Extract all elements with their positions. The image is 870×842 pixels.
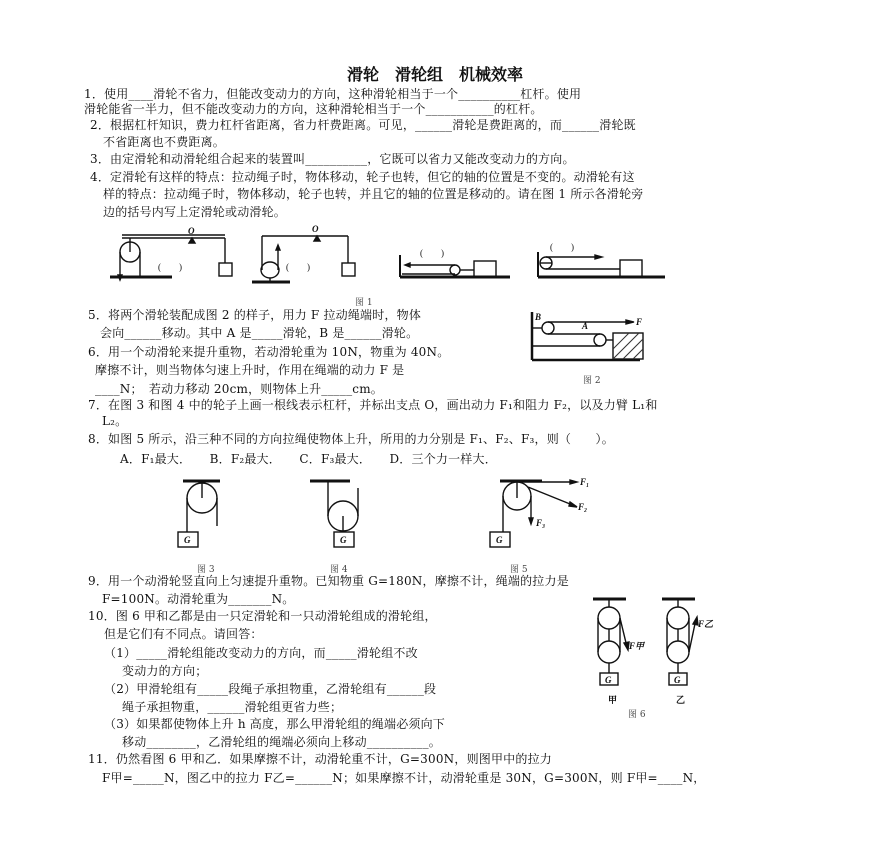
question-6-line-1: 6．用一个动滑轮来提升重物，若动滑轮重为 10N，物重为 40N。 xyxy=(88,345,450,359)
question-7-line-1: 7．在图 3 和图 4 中的轮子上画一根线表示杠杆，并标出支点 O，画出动力 F₁和阻力 F₂，以及力臂 L₁和 xyxy=(88,398,658,412)
question-6-line-2: 摩擦不计，则当物体匀速上升时，作用在绳端的动力 F 是 xyxy=(95,363,405,377)
question-10-part-1-line-2: 变动力的方向； xyxy=(122,664,208,678)
question-10-part-2-line-1: （2）甲滑轮组有_____段绳子承担物重，乙滑轮组有______段 xyxy=(104,682,437,696)
question-10-part-3-line-2: 移动________，乙滑轮组的绳端必须向上移动__________。 xyxy=(122,735,442,749)
question-4-line-3: 边的括号内写上定滑轮或动滑轮。 xyxy=(103,205,287,219)
svg-text:O: O xyxy=(188,226,195,236)
figure-3-caption: 图 3 xyxy=(197,565,215,575)
question-10-part-2-line-2: 绳子承担物重，______滑轮组更省力些； xyxy=(122,700,343,714)
svg-text:A: A xyxy=(582,321,589,331)
svg-text:F: F xyxy=(636,317,643,327)
figure-6-diagram xyxy=(592,597,712,707)
svg-text:F₂: F₂ xyxy=(578,502,588,512)
question-7-line-2: L₂。 xyxy=(102,414,128,428)
fig1-paren-4: ( ) xyxy=(550,242,574,252)
question-9-line-1: 9．用一个动滑轮竖直向上匀速提升重物。已知物重 G=180N，摩擦不计，绳端的拉力是 xyxy=(88,574,569,588)
figure-3-diagram xyxy=(178,478,228,553)
fig6-jia-pulley-system xyxy=(593,599,646,685)
figure-2-caption: 图 2 xyxy=(583,376,601,386)
question-11-line-1: 11．仍然看图 6 甲和乙．如果摩擦不计，动滑轮重不计，G=300N，则图甲中的拉力 xyxy=(88,752,552,766)
fig6-yi-pulley-system xyxy=(662,599,714,685)
figure-4-caption: 图 4 xyxy=(330,565,348,575)
figure-5-caption: 图 5 xyxy=(510,565,528,575)
svg-text:F甲: F甲 xyxy=(629,641,645,651)
svg-text:G: G xyxy=(496,535,503,545)
fig1-paren-3: ( ) xyxy=(420,248,444,258)
svg-text:B: B xyxy=(535,312,542,322)
question-10-line-1: 10．图 6 甲和乙都是由一只定滑轮和一只动滑轮组成的滑轮组， xyxy=(88,609,437,623)
svg-text:F₃: F₃ xyxy=(536,518,546,528)
question-3: 3．由定滑轮和动滑轮组合起来的装置叫__________，它既可以省力又能改变动力的方向。 xyxy=(90,152,575,166)
svg-text:F乙: F乙 xyxy=(698,619,714,629)
fig1-lever-movable-pulley xyxy=(252,224,355,282)
question-4-line-2: 样的特点：拉动绳子时，物体移动，轮子也转，并且它的轴的位置是移动的。请在图 1 所示各滑轮旁 xyxy=(103,187,644,201)
svg-text:F₁: F₁ xyxy=(580,477,590,487)
figure-5-diagram xyxy=(490,478,590,553)
question-4-line-1: 4．定滑轮有这样的特点：拉动绳子时，物体移动，轮子也转，但它的轴的位置是不变的。动滑轮有这 xyxy=(90,170,635,184)
figure-6-label-jia: 甲 xyxy=(608,696,618,706)
figure-6-caption: 图 6 xyxy=(628,710,646,720)
fig1-paren-2: ( ) xyxy=(286,262,310,272)
question-8-options: A．F₁最大． B．F₂最大． C．F₃最大． D．三个力一样大． xyxy=(120,452,497,466)
question-1-line-2: 滑轮能省一半力，但不能改变动力的方向，这种滑轮相当于一个___________的杠杆。 xyxy=(84,102,543,116)
figure-4-diagram xyxy=(310,478,370,553)
page-title: 滑轮 滑轮组 机械效率 xyxy=(346,65,523,84)
svg-text:G: G xyxy=(340,535,347,545)
question-2-line-2: 不省距离也不费距离。 xyxy=(103,135,226,149)
question-10-part-3-line-1: （3）如果都使物体上升 h 高度，那么甲滑轮组的绳端必须向下 xyxy=(104,717,445,731)
question-1-line-1: 1．使用____滑轮不省力，但能改变动力的方向，这种滑轮相当于一个__________杠杆。使用 xyxy=(84,87,582,101)
figure-1-caption: 图 1 xyxy=(355,298,373,308)
question-2-line-1: 2．根据杠杆知识，费力杠杆省距离，省力杆费距离。可见，______滑轮是费距离的，而______滑轮既 xyxy=(90,118,636,132)
svg-text:G: G xyxy=(674,675,681,685)
question-5-line-2: 会向______移动。其中 A 是_____滑轮，B 是______滑轮。 xyxy=(100,326,419,340)
figure-2-diagram xyxy=(530,312,650,367)
question-6-line-3: ____N； 若动力移动 20cm，则物体上升_____cm。 xyxy=(95,382,383,396)
fig1-horizontal-movable-pulley xyxy=(400,255,510,277)
svg-text:G: G xyxy=(605,675,612,685)
figure-1-diagram xyxy=(110,224,670,290)
figure-6-label-yi: 乙 xyxy=(676,696,686,706)
fig1-paren-1: ( ) xyxy=(158,262,182,272)
svg-text:O: O xyxy=(312,224,319,234)
question-10-part-1-line-1: （1）_____滑轮组能改变动力的方向，而_____滑轮组不改 xyxy=(104,646,418,660)
question-9-line-2: F=100N。动滑轮重为_______N。 xyxy=(102,592,295,606)
question-8: 8．如图 5 所示，沿三种不同的方向拉绳使物体上升，所用的力分别是 F₁、F₂、F₃，则（ ）。 xyxy=(88,432,614,446)
svg-text:G: G xyxy=(184,535,191,545)
question-10-line-2: 但是它们有不同点。请回答： xyxy=(104,627,263,641)
question-11-line-2: F甲=_____N，图乙中的拉力 F乙=______N；如果摩擦不计，动滑轮重是 30N，G=300N，则 F甲=____N， xyxy=(102,771,706,785)
fig1-horizontal-fixed-pulley xyxy=(538,252,665,277)
question-5-line-1: 5．将两个滑轮装配成图 2 的样子，用力 F 拉动绳端时，物体 xyxy=(88,308,422,322)
